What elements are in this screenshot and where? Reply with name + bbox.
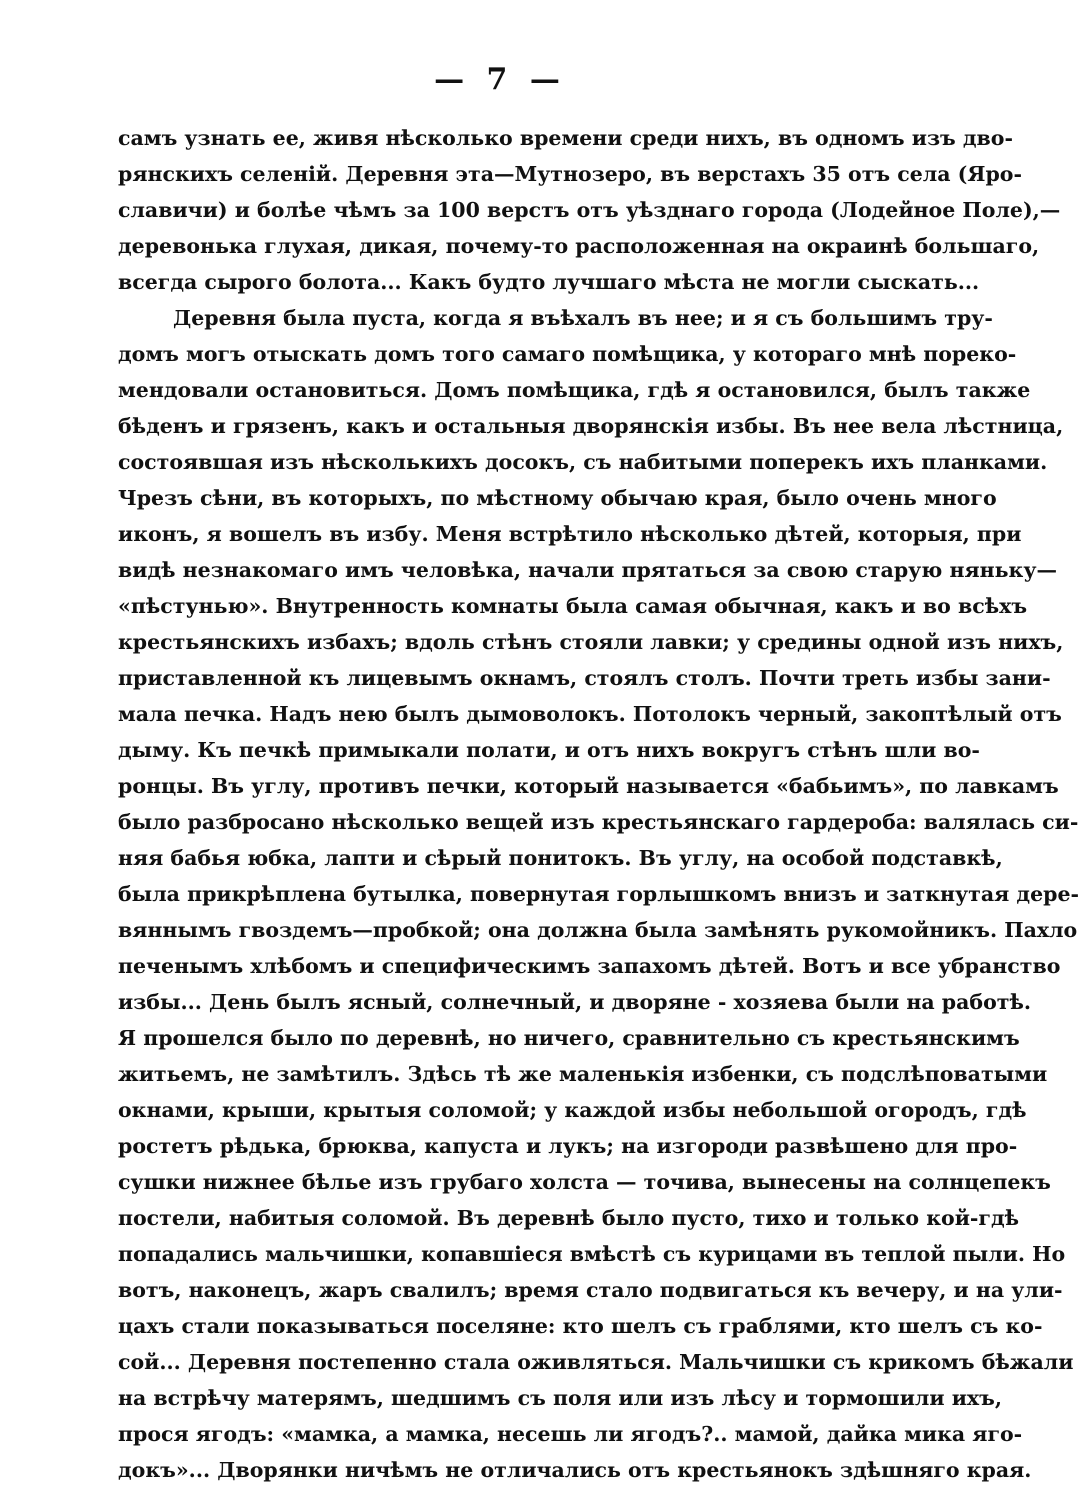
text-line: Я прошелся было по деревнѣ, но ничего, сравнительно съ крестьянскимъ: [118, 1026, 1020, 1050]
text-line: сушки нижнее бѣлье изъ грубаго холста — точива, вынесены на солнцепекъ: [118, 1170, 1051, 1194]
text-line: цахъ стали показываться поселяне: кто шелъ съ граблями, кто шелъ съ ко-: [118, 1314, 1043, 1338]
text-line: приставленной къ лицевымъ окнамъ, стоялъ столъ. Почти треть избы зани-: [118, 666, 1051, 690]
text-line: деревонька глухая, дикая, почему-то расположенная на окраинѣ большаго,: [118, 234, 1040, 258]
text-line: бѣденъ и грязенъ, какъ и остальныя дворянскія избы. Въ нее вела лѣстница,: [118, 414, 1064, 438]
text-line: видѣ незнакомаго имъ человѣка, начали прятаться за свою старую няньку—: [118, 558, 1057, 582]
text-line: прося ягодъ: «мамка, а мамка, несешь ли ягодъ?.. мамой, дайка мика яго-: [118, 1422, 1023, 1446]
text-line: няя бабья юбка, лапти и сѣрый понитокъ. Въ углу, на особой подставкѣ,: [118, 846, 1003, 870]
text-line: состоявшая изъ нѣсколькихъ досокъ, съ набитыми поперекъ ихъ планками.: [118, 450, 1048, 474]
text-line: славичи) и болѣе чѣмъ за 100 верстъ отъ уѣзднаго города (Лодейное Поле),—: [118, 198, 1061, 222]
text-line: «пѣстунью». Внутренность комнаты была самая обычная, какъ и во всѣхъ: [118, 594, 1028, 618]
text-line: всегда сырого болота... Какъ будто лучшаго мѣста не могли сыскать...: [118, 270, 980, 294]
text-line: самъ узнать ее, живя нѣсколько времени среди нихъ, въ одномъ изъ дво-: [118, 126, 1013, 150]
text-line: избы... День былъ ясный, солнечный, и дворяне - хозяева были на работѣ.: [118, 990, 1032, 1014]
text-line: была прикрѣплена бутылка, повернутая горлышкомъ внизъ и заткнутая дере-: [118, 882, 1079, 906]
text-line: окнами, крыши, крытыя соломой; у каждой избы небольшой огородъ, гдѣ: [118, 1098, 1027, 1122]
text-line: Чрезъ сѣни, въ которыхъ, по мѣстному обычаю края, было очень много: [118, 486, 997, 510]
text-line: рянскихъ селеній. Деревня эта—Мутнозеро, въ верстахъ 35 отъ села (Яро-: [118, 162, 1022, 186]
text-line: домъ могъ отыскать домъ того самаго помѣщика, у котораго мнѣ пореко-: [118, 342, 1017, 366]
text-line: вяннымъ гвоздемъ—пробкой; она должна была замѣнять рукомойникъ. Пахло: [118, 918, 1078, 942]
text-line: житьемъ, не замѣтилъ. Здѣсь тѣ же маленькія избенки, съ подслѣповатыми: [118, 1062, 1048, 1086]
page-number: — 7 —: [434, 62, 566, 97]
text-line: на встрѣчу матерямъ, шедшимъ съ поля или изъ лѣсу и тормошили ихъ,: [118, 1386, 1003, 1410]
text-line: мендовали остановиться. Домъ помѣщика, гдѣ я остановился, былъ также: [118, 378, 1031, 402]
text-line: иконъ, я вошелъ въ избу. Меня встрѣтило нѣсколько дѣтей, которыя, при: [118, 522, 1022, 546]
body-text: [118, 120, 1079, 1488]
text-line: крестьянскихъ избахъ; вдоль стѣнъ стояли лавки; у средины одной изъ нихъ,: [118, 630, 1064, 654]
text-line: ростетъ рѣдька, брюква, капуста и лукъ; на изгороди развѣшено для про-: [118, 1134, 1018, 1158]
text-line: докъ»... Дворянки ничѣмъ не отличались отъ крестьянокъ здѣшняго края.: [118, 1458, 1032, 1482]
text-line: постели, набитыя соломой. Въ деревнѣ было пусто, тихо и только кой-гдѣ: [118, 1206, 1020, 1230]
paragraph-start-line: Деревня была пуста, когда я въѣхалъ въ нее; и я съ большимъ тру-: [173, 306, 993, 330]
text-line: попадались мальчишки, копавшіеся вмѣстѣ съ курицами въ теплой пыли. Но: [118, 1242, 1066, 1266]
text-line: сой... Деревня постепенно стала оживляться. Мальчишки съ крикомъ бѣжали: [118, 1350, 1074, 1374]
text-line: печенымъ хлѣбомъ и специфическимъ запахомъ дѣтей. Вотъ и все убранство: [118, 954, 1061, 978]
text-line: мала печка. Надъ нею былъ дымоволокъ. Потолокъ черный, закоптѣлый отъ: [118, 702, 1062, 726]
text-line: дыму. Къ печкѣ примыкали полати, и отъ нихъ вокругъ стѣнъ шли во-: [118, 738, 980, 762]
text-line: было разбросано нѣсколько вещей изъ крестьянскаго гардероба: валялась си-: [118, 810, 1079, 834]
text-line: вотъ, наконецъ, жаръ свалилъ; время стало подвигаться къ вечеру, и на ули-: [118, 1278, 1063, 1302]
text-line: ронцы. Въ углу, противъ печки, который называется «бабьимъ», по лавкамъ: [118, 774, 1059, 798]
